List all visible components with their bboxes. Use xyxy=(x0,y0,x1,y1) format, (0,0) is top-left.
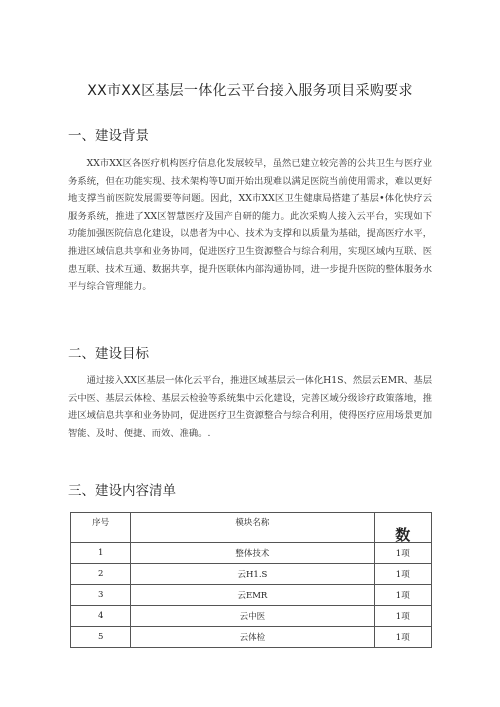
table-row xyxy=(71,585,432,606)
header-quantity xyxy=(374,513,431,543)
cell-module-name: 云H1.S xyxy=(131,564,374,585)
cell-seq-no: 3 xyxy=(71,585,131,606)
cell-module-name: 云中医 xyxy=(131,606,374,627)
table-row xyxy=(71,606,432,627)
table-header-row xyxy=(71,513,432,543)
header-seq-no: 序号 xyxy=(71,513,131,543)
cell-quantity: 1项 xyxy=(374,543,431,564)
document-title: XX市XX区基层一体化云平台接入服务项目采购要求 xyxy=(87,83,413,99)
section-heading-goals: 二、建设目标 xyxy=(68,346,149,362)
section-body-goals: 通过接入XX区基层一体化云平台，推进区域基层云一体化H1S、然层云EMR、基层云中医、基层云体检、基层云检验等系统集中云化建设，完善区域分级诊疗政策落地，推进区域信息共享和业务协同，促进医疗卫生资源整合与综合利用，使得医疗应用场景更加智能、及时、便捷、而效、准确。. xyxy=(68,375,432,439)
cell-quantity: 1项 xyxy=(374,585,431,606)
section-heading-content-list: 三、建设内容清单 xyxy=(68,483,176,499)
cell-seq-no: 2 xyxy=(71,564,131,585)
cell-seq-no: 5 xyxy=(71,627,131,648)
section-body-background: XX市XX区各医疗机构医疗信息化发展较早，虽然已建立较完善的公共卫生与医疗业务系统，但在功能实现、技术架构等U面开始出现难以满足医院当前使用需求，难以更好地支撑当前医院发展需要等问题。因此，XX市XX区卫生健康局搭建了基层•体化快疗云服务系统，推进了XX区智慧医疗及国产自研的能力。此次采购人接入云平台，实现如下功能加强医院信息化建设，以患者为中心、技术为支撑和以质量为基础，提高医疗水平，推进区域信息共享和业务协同，促进医疗卫生资源整合与综合利用，实现区域内互联、医患互联、技术互通、数据共享，提升医联体内部沟通协同，进一步提升医院的整体服务水平与综合管理能力。 xyxy=(68,158,432,293)
cell-module-name: 云EMR xyxy=(131,585,374,606)
cell-quantity: 1项 xyxy=(374,564,431,585)
cell-quantity: 1项 xyxy=(374,627,431,648)
cell-module-name: 云体检 xyxy=(131,627,374,648)
table-row xyxy=(71,543,432,564)
requirements-table xyxy=(70,512,432,648)
cell-module-name: 整体技术 xyxy=(131,543,374,564)
cell-quantity: 1项 xyxy=(374,606,431,627)
header-module-name: 模块名称 xyxy=(131,513,374,543)
cell-seq-no: 4 xyxy=(71,606,131,627)
header-quantity-label: 数 xyxy=(395,526,411,544)
table-row xyxy=(71,627,432,648)
table-row xyxy=(71,564,432,585)
section-heading-background: 一、建设背景 xyxy=(68,128,149,144)
cell-seq-no: 1 xyxy=(71,543,131,564)
